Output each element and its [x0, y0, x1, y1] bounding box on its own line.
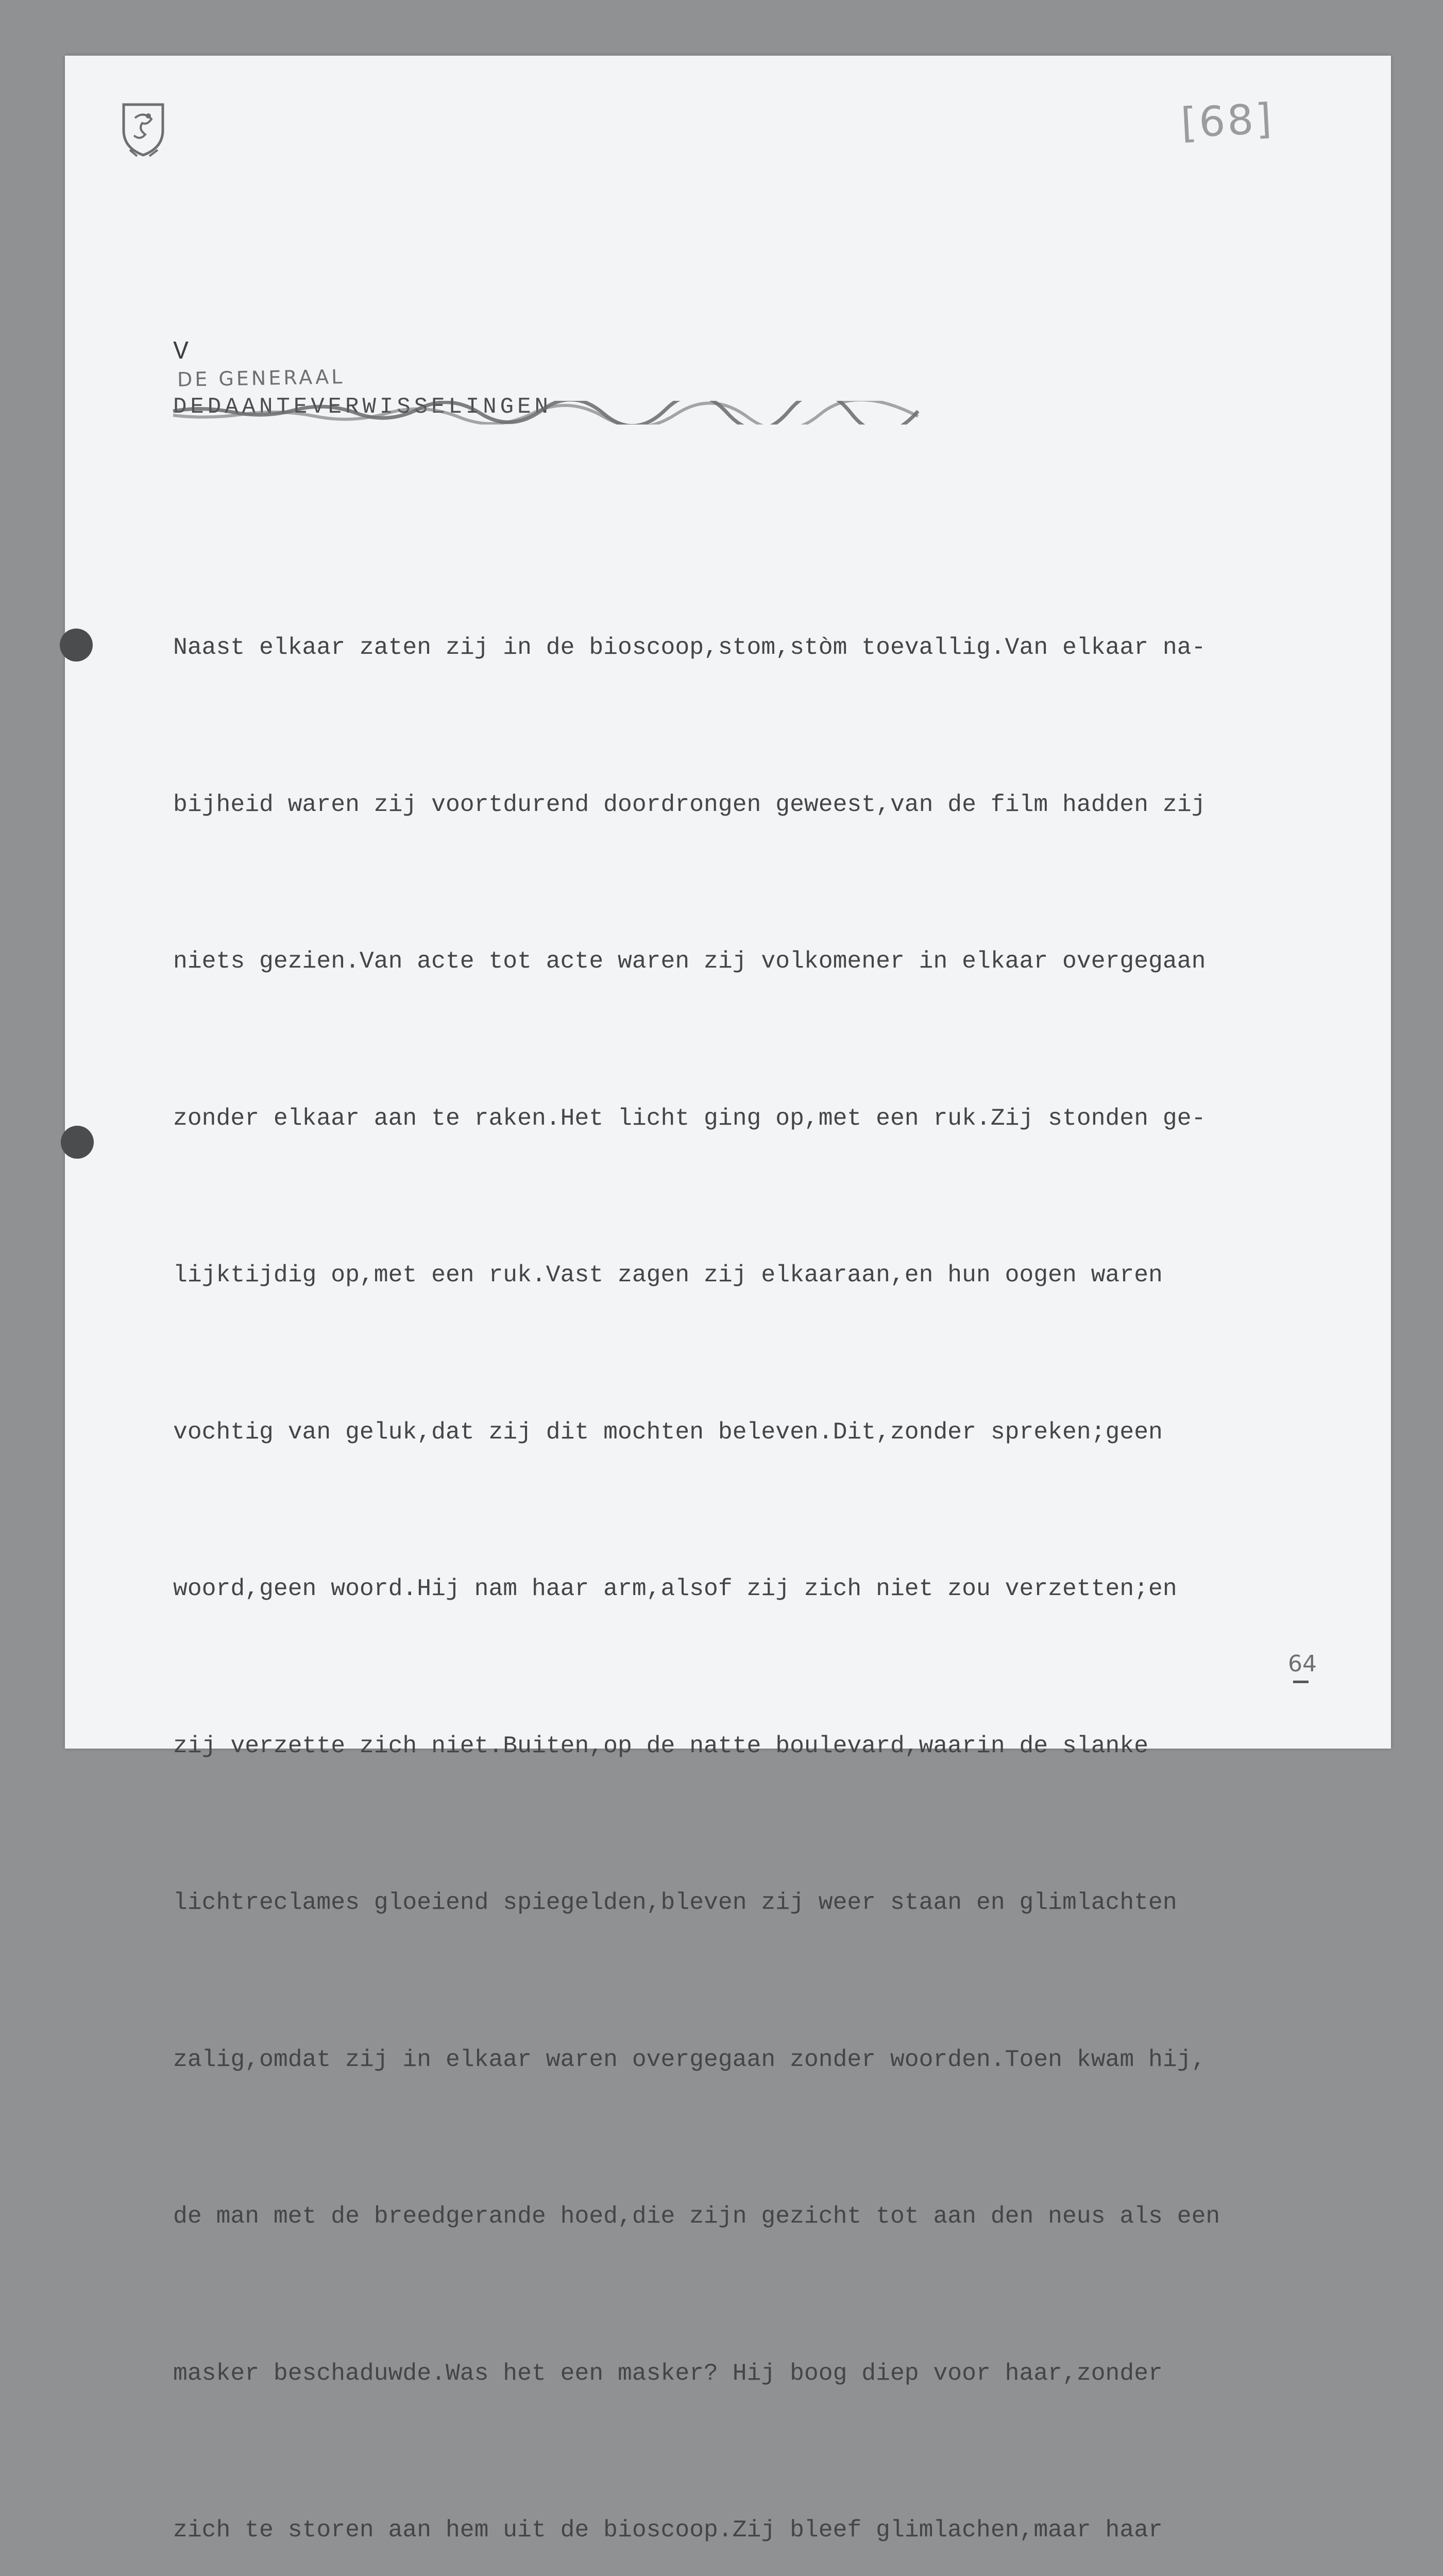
- struck-out-title: DEDAANTEVERWISSELINGEN: [173, 394, 552, 420]
- page-number-underline: [1293, 1681, 1309, 1683]
- text-line: de man met de breedgerande hoed,die zijn gezicht tot aan den neus als een: [173, 2202, 1220, 2230]
- text-line: zalig,omdat zij in elkaar waren overgegaan zonder woorden.Toen kwam hij,: [173, 2045, 1206, 2073]
- text-line: vochtig van geluk,dat zij dit mochten beleven.Dit,zonder spreken;geen: [173, 1418, 1163, 1446]
- punch-hole: [61, 1126, 94, 1159]
- text-line: lijktijdig op,met een ruk.Vast zagen zij elkaaraan,en hun oogen waren: [173, 1261, 1163, 1289]
- text-line: zonder elkaar aan te raken.Het licht ging op,met een ruk.Zij stonden ge-: [173, 1104, 1206, 1132]
- punch-hole: [60, 629, 93, 662]
- text-line: niets gezien.Van acte tot acte waren zij volkomener in elkaar overgegaan: [173, 947, 1206, 975]
- handwritten-page-number: 64: [1288, 1651, 1317, 1677]
- text-line: zij verzette zich niet.Buiten,op de natte boulevard,waarin de slanke: [173, 1732, 1149, 1759]
- archive-page-number: [68]: [1179, 94, 1275, 147]
- text-line: zich te storen aan hem uit de bioscoop.Zij bleef glimlachen,maar haar: [173, 2516, 1163, 2544]
- text-line: masker beschaduwde.Was het een masker? Hij boog diep voor haar,zonder: [173, 2359, 1163, 2387]
- text-line: Naast elkaar zaten zij in de bioscoop,stom,stòm toevallig.Van elkaar na-: [173, 634, 1206, 661]
- text-line: bijheid waren zij voortdurend doordrongen geweest,van de film hadden zij: [173, 790, 1206, 818]
- text-line: lichtreclames gloeiend spiegelden,bleven zij weer staan en glimlachten: [173, 1889, 1177, 1916]
- typescript-body: [173, 517, 1379, 2576]
- chapter-numeral: V: [173, 337, 189, 367]
- handwritten-title: DE GENERAAL: [177, 365, 345, 391]
- library-stamp-icon: [120, 100, 167, 158]
- text-line: woord,geen woord.Hij nam haar arm,alsof zij zich niet zou verzetten;en: [173, 1575, 1177, 1602]
